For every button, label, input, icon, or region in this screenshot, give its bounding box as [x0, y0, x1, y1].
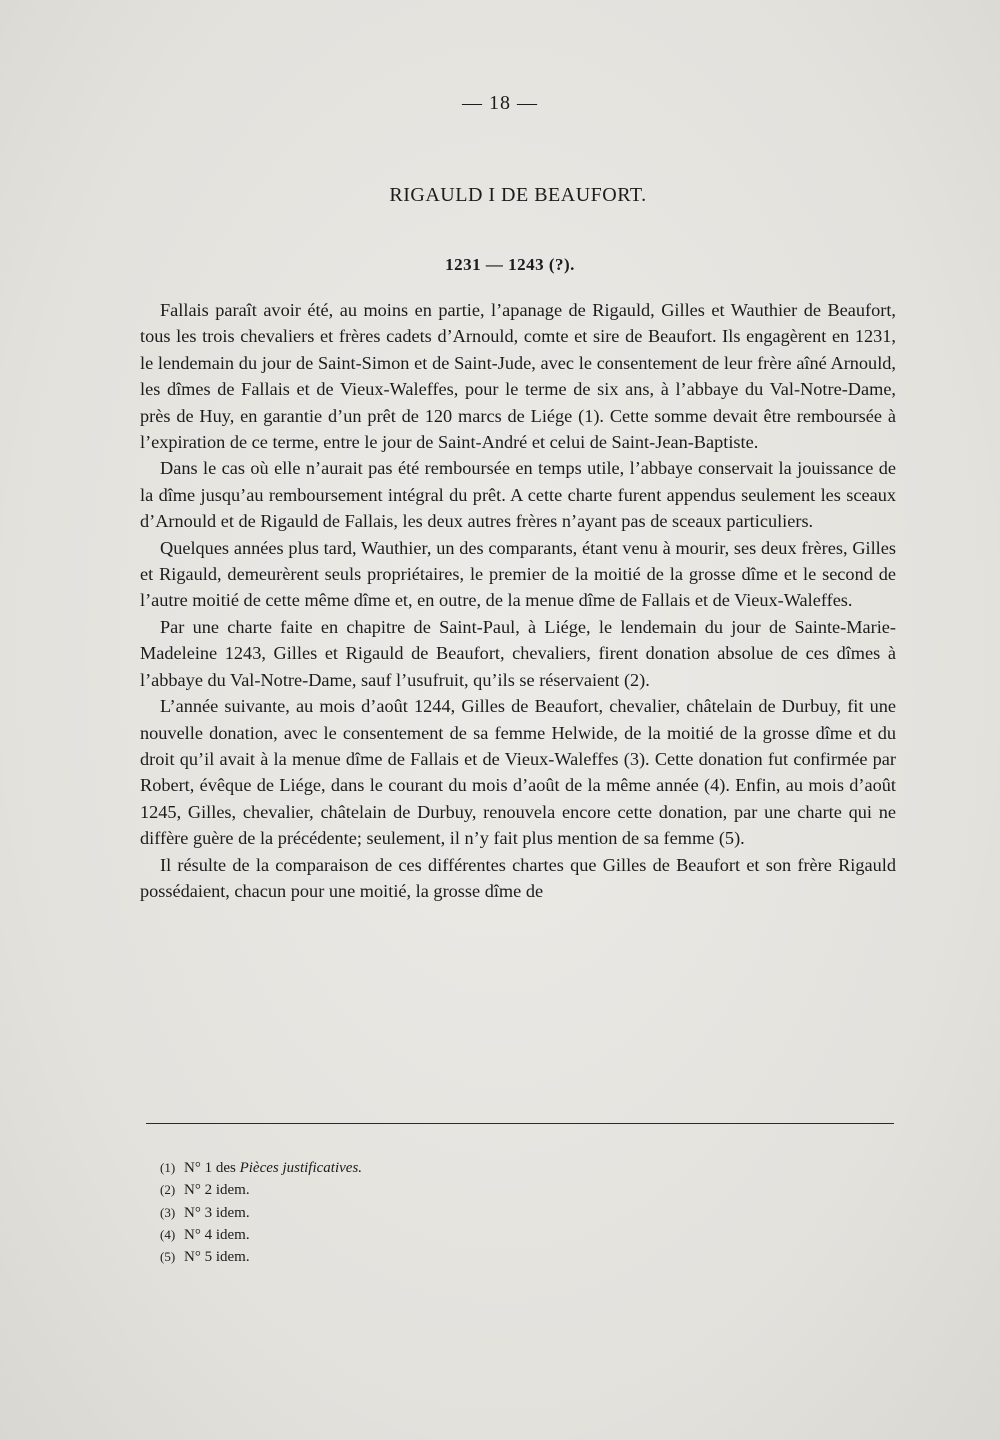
footnote-divider [146, 1123, 894, 1124]
footnote-1 [160, 1157, 660, 1179]
footnote-mark: (5) [160, 1249, 176, 1265]
page-number: — 18 — [462, 92, 538, 114]
chapter-dates: 1231 — 1243 (?). [445, 255, 575, 274]
body-text [140, 297, 896, 904]
chapter-title: RIGAULD I DE BEAUFORT. [389, 184, 647, 206]
paragraph-2: Dans le cas où elle n’aurait pas été remboursée en temps utile, l’abbaye conservait la jouissance de la dîme jusqu’au remboursement intégral du prêt. A cette charte furent appendus seulement les sceaux d’Arnould et de Rigauld de Fallais, les deux autres frères n’ayant pas de sceaux particuliers. [140, 458, 896, 532]
footnotes [160, 1157, 660, 1268]
paragraph-6: Il résulte de la comparaison de ces différentes chartes que Gilles de Beaufort et son frère Rigauld possédaient, chacun pour une moitié, la grosse dîme de [140, 854, 896, 901]
footnote-mark: (4) [160, 1226, 176, 1242]
footnote-mark: (3) [160, 1204, 176, 1220]
paragraph-1: Fallais paraît avoir été, au moins en partie, l’apanage de Rigauld, Gilles et Wauthier de Beaufort, tous les trois chevaliers et frères cadets d’Arnould, comte et sire de Beaufort. Ils engagèrent en 1231, le lendemain du jour de Saint-Simon et de Saint-Jude, avec le consentement de leur frère aîné Arnould, les dîmes de Fallais et de Vieux-Waleffes, pour le terme de six ans, à l’abbaye du Val-Notre-Dame, près de Huy, en garantie d’un prêt de 120 marcs de Liége (1). Cette somme devait être remboursée à l’expiration de ce terme, entre le jour de Saint-André et celui de Saint-Jean-Baptiste. [140, 300, 896, 453]
paragraph-5: L’année suivante, au mois d’août 1244, Gilles de Beaufort, chevalier, châtelain de Durbuy, fit une nouvelle donation, avec le consentement de sa femme Helwide, de la moitié de la grosse dîme et du droit qu’il avait à la menue dîme de Fallais et de Vieux-Waleffes (3). Cette donation fut confirmée par Robert, évêque de Liége, dans le courant du mois d’août de la même année (4). Enfin, au mois d’août 1245, Gilles, chevalier, châtelain de Durbuy, renouvela encore cette donation, par une charte qui ne diffère guère de la précédente; seulement, il n’y fait plus mention de sa femme (5). [140, 696, 896, 849]
paragraph-3: Quelques années plus tard, Wauthier, un des comparants, étant venu à mourir, ses deux frères, Gilles et Rigauld, demeurèrent seuls propriétaires, le premier de la moitié de la grosse dîme et le second de l’autre moitié de cette même dîme et, en outre, de la menue dîme de Fallais et de Vieux-Waleffes. [140, 537, 896, 611]
paragraph-4: Par une charte faite en chapitre de Saint-Paul, à Liége, le lendemain du jour de Sainte-Marie-Madeleine 1243, Gilles et Rigauld de Beaufort, chevaliers, firent donation absolue de ces dîmes à l’abbaye du Val-Notre-Dame, sauf l’usufruit, qu’ils se réservaient (2). [140, 616, 896, 690]
footnote-4 [160, 1224, 660, 1246]
footnote-text: N° 5 idem. [184, 1249, 250, 1266]
footnote-text: N° 4 idem. [184, 1226, 250, 1243]
footnote-text: N° 1 des [184, 1160, 240, 1176]
footnote-2 [160, 1179, 660, 1201]
footnote-5 [160, 1246, 660, 1268]
footnote-mark: (2) [160, 1182, 176, 1198]
footnote-italic-text: Pièces justificatives. [239, 1160, 363, 1176]
footnote-mark: (1) [160, 1160, 176, 1175]
footnote-text: N° 3 idem. [184, 1204, 250, 1221]
footnote-3 [160, 1202, 660, 1224]
footnote-text: N° 2 idem. [184, 1182, 250, 1199]
